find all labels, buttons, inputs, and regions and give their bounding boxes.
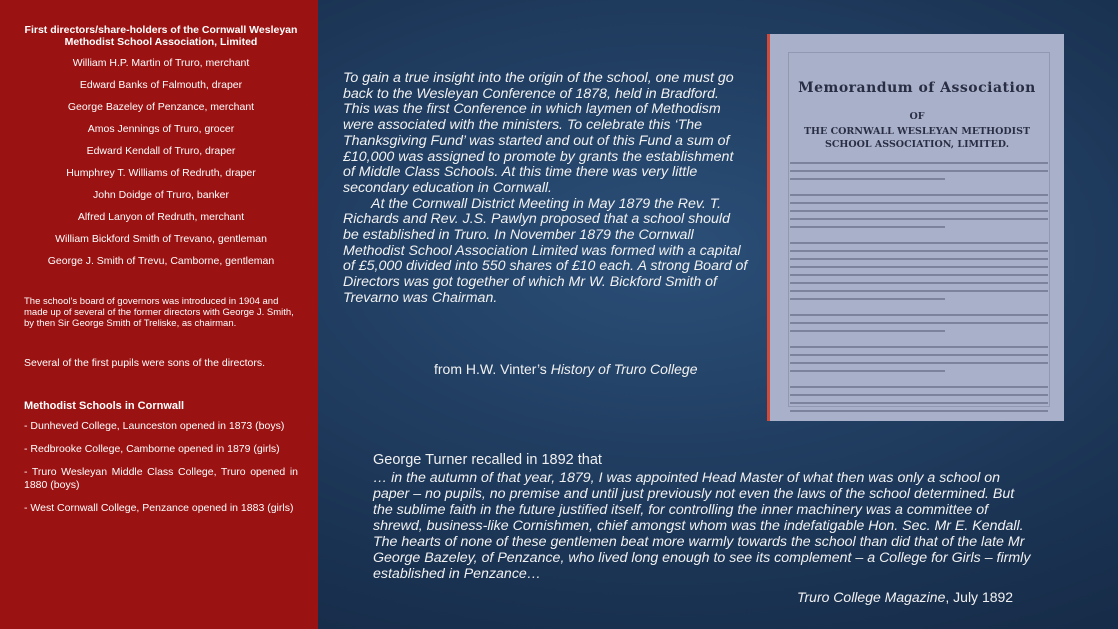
history-source-title: History of Truro College (550, 361, 698, 377)
directors-list (24, 56, 298, 276)
history-source-prefix: from H.W. Vinter’s (434, 361, 551, 377)
document-of: OF (909, 111, 925, 122)
school-item: - Redbrooke College, Camborne opened in 1879 (girls) (24, 443, 280, 455)
history-quote-para1: To gain a true insight into the origin of the school, one must go back to the Wesleyan Conference of 1878, held in Bradford. This was the first Conference in which laymen of Methodism were associated with the ministers. To celebrate this ‘The Thanksgiving Fund’ was started and out of this Fund a sum of £10,000 was assigned to promote by grants the establishment of Middle Class Schools. At this time there was very little secondary education in Cornwall. (343, 70, 734, 196)
director-item: Humphrey T. Williams of Redruth, draper (66, 167, 256, 179)
director-item: George Bazeley of Penzance, merchant (67, 101, 255, 113)
school-item: - West Cornwall College, Penzance opened in 1883 (girls) (24, 502, 294, 514)
document-subtitle: THE CORNWALL WESLEYAN METHODIST SCHOOL ASSOCIATION, LIMITED. (803, 126, 1031, 150)
history-quote (343, 71, 748, 307)
history-quote-para2: At the Cornwall District Meeting in May 1879 the Rev. T. Richards and Rev. J.S. Pawlyn proposed that a school should be established in Truro. In November 1879 the Cornwall Methodist School Association Limited was formed with a capital of £5,000 divided into 550 shares of £10 each. A strong Board of Directors was got together of which Mr W. Bickford Smith of Trevarno was Chairman. (343, 195, 748, 306)
turner-source-title: Truro College Magazine (797, 589, 946, 605)
sidebar-title: First directors/share-holders of the Cornwall Wesleyan Methodist School Association, Limited (24, 24, 298, 48)
school-item: - Dunheved College, Launceston opened in 1873 (boys) (24, 420, 285, 432)
director-item: William H.P. Martin of Truro, merchant (72, 57, 250, 69)
pupils-note: Several of the first pupils were sons of the directors. (24, 357, 266, 369)
document-body-text (790, 162, 1048, 418)
director-item: Amos Jennings of Truro, grocer (87, 123, 235, 135)
memorandum-document-image (767, 34, 1064, 421)
director-item: William Bickford Smith of Trevano, gentleman (55, 233, 267, 245)
turner-quote-body: … in the autumn of that year, 1879, I was appointed Head Master of what then was only a school on paper – no pupils, no premise and until just previously not even the laws of the school determined. But the sublime faith in the future justified itself, for controlling the inner machinery was a committee of shrewd, business-like Cornishmen, chief amongst whom was the indefatigable Hon. Sec. Mr E. Kendall. The hearts of none of these gentlemen beat more warmly towards the school than did that of the late Mr George Bazeley, of Penzance, who lived long enough to see its complement – a College for Girls – firmly established in Penzance… (373, 470, 1031, 582)
governors-note: The school’s board of governors was introduced in 1904 and made up of several of the former directors with George J. Smith, by then Sir George Smith of Treliske, as chairman. (24, 296, 294, 329)
director-item: Edward Kendall of Truro, draper (86, 145, 236, 157)
schools-list (24, 420, 298, 515)
turner-source-suffix: , July 1892 (945, 589, 1014, 605)
document-title: Memorandum of Association (798, 80, 1036, 96)
school-item: - Truro Wesleyan Middle Class College, Truro opened in 1880 (boys) (24, 466, 298, 491)
director-item: Alfred Lanyon of Redruth, merchant (77, 211, 245, 223)
schools-title: Methodist Schools in Cornwall (24, 400, 185, 412)
director-item: Edward Banks of Falmouth, draper (79, 79, 243, 91)
turner-quote (373, 452, 1033, 582)
turner-source (797, 589, 1013, 605)
sidebar (0, 0, 318, 629)
history-source (434, 361, 698, 377)
turner-quote-intro: George Turner recalled in 1892 that (373, 452, 602, 468)
director-item: George J. Smith of Trevu, Camborne, gentleman (47, 255, 275, 267)
director-item: John Doidge of Truro, banker (93, 189, 229, 201)
